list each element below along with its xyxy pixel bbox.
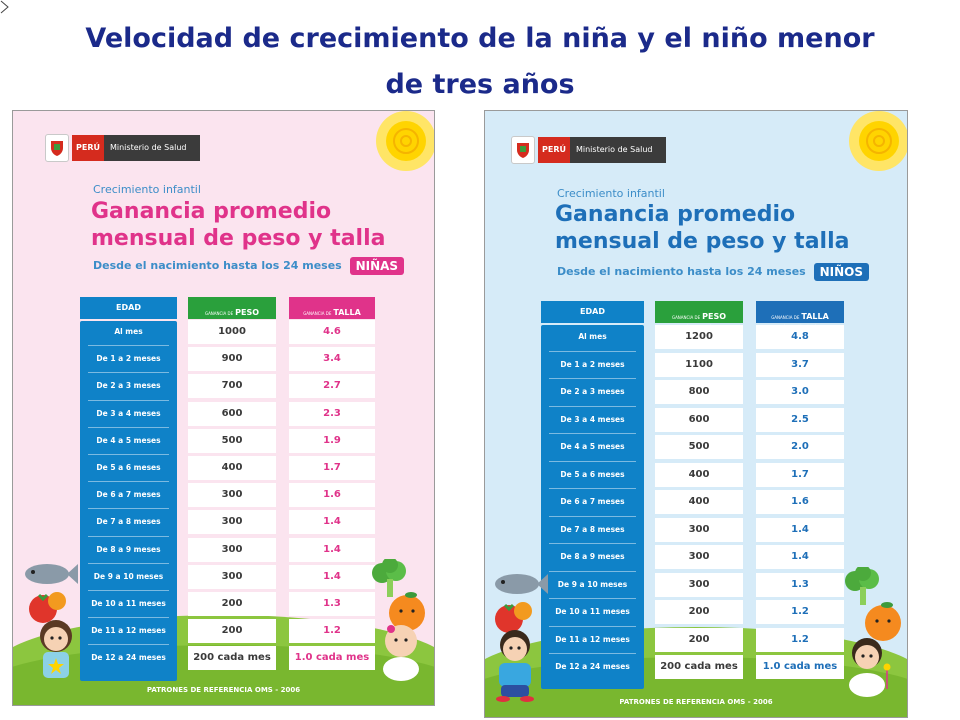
height-header-prefix: GANANCIA DE	[303, 311, 332, 316]
height-cell: 2.7	[289, 374, 375, 398]
age-cell: De 9 a 10 meses	[557, 579, 628, 589]
height-cell: 2.3	[289, 402, 375, 426]
weight-cell: 600	[655, 408, 743, 432]
age-divider	[88, 345, 169, 346]
height-cell: 3.7	[756, 353, 844, 377]
col-header-weight	[188, 297, 276, 319]
weight-cell: 500	[655, 435, 743, 459]
poster-girls	[12, 110, 435, 706]
age-divider	[88, 644, 169, 645]
height-header-label: TALLA	[801, 312, 829, 321]
weight-cell: 700	[188, 374, 276, 398]
headline-line-1: Ganancia promedio	[555, 202, 796, 227]
ministry-logo	[45, 133, 200, 163]
baby-character-icon	[841, 633, 897, 701]
height-cell: 1.4	[756, 518, 844, 542]
poster-footer: PATRONES DE REFERENCIA OMS - 2006	[619, 698, 773, 706]
age-cell: De 1 a 2 meses	[96, 354, 161, 364]
age-cell: De 2 a 3 meses	[96, 381, 161, 391]
age-divider	[88, 400, 169, 401]
height-cell: 1.0 cada mes	[289, 646, 375, 670]
age-divider	[549, 461, 636, 462]
poster-subtitle: Crecimiento infantil	[93, 183, 201, 196]
weight-cell: 400	[655, 463, 743, 487]
weight-cell: 200 cada mes	[655, 655, 743, 679]
age-cell: De 2 a 3 meses	[560, 387, 625, 396]
age-cell: Al mes	[578, 332, 607, 341]
height-cell: 1.6	[756, 490, 844, 514]
weight-cell: 300	[655, 573, 743, 597]
weight-cell: 400	[655, 490, 743, 514]
weight-cell: 200	[655, 600, 743, 624]
weight-header-prefix: GANANCIA DE	[204, 311, 234, 316]
headline-line-2: mensual de peso y talla	[555, 229, 850, 254]
gender-tag: NIÑOS	[814, 263, 869, 281]
weight-cell: 300	[655, 545, 743, 569]
age-divider	[549, 626, 636, 627]
weight-cell: 500	[188, 429, 276, 453]
age-cell: De 3 a 4 meses	[560, 414, 625, 424]
age-cell: De 6 a 7 meses	[560, 497, 625, 506]
height-cell: 1.4	[289, 510, 375, 534]
age-range	[93, 257, 404, 275]
age-cell: De 10 a 11 meses	[555, 607, 630, 616]
slide-title-line-2: de tres años	[385, 69, 575, 100]
age-divider	[549, 378, 636, 379]
weight-cell: 900	[188, 347, 276, 371]
height-cell: 2.0	[756, 435, 844, 459]
height-cell: 1.3	[289, 592, 375, 616]
height-cell: 1.7	[289, 456, 375, 480]
age-cell: De 4 a 5 meses	[560, 442, 625, 451]
fish-icon	[491, 569, 549, 599]
height-cell: 1.4	[289, 565, 375, 589]
weight-cell: 200	[655, 628, 743, 652]
age-divider	[549, 351, 636, 352]
weight-cell: 300	[655, 518, 743, 542]
col-header-age: EDAD	[80, 297, 177, 319]
weight-cell: 300	[188, 510, 276, 534]
age-divider	[549, 571, 636, 572]
weight-header-label: PESO	[235, 308, 260, 317]
baby-character-icon	[375, 621, 427, 683]
weight-cell: 600	[188, 402, 276, 426]
age-cell: De 7 a 8 meses	[96, 517, 161, 527]
height-cell: 1.4	[289, 538, 375, 562]
coat-of-arms-icon	[45, 134, 69, 162]
col-header-height	[756, 301, 844, 323]
age-divider	[88, 563, 169, 564]
col-header-age: EDAD	[541, 301, 644, 323]
weight-header-label: PESO	[702, 312, 727, 321]
weight-cell: 1100	[655, 353, 743, 377]
weight-cell: 1200	[655, 325, 743, 349]
age-divider	[88, 590, 169, 591]
slide-title-line-1: Velocidad de crecimiento de la niña y el niño menor	[85, 23, 875, 54]
logo-ministry: Ministerio de Salud	[104, 135, 201, 161]
poster-headline	[555, 201, 849, 255]
height-cell: 3.0	[756, 380, 844, 404]
fish-icon	[21, 559, 79, 589]
headline-line-1: Ganancia promedio	[91, 199, 332, 224]
weight-cell: 300	[188, 565, 276, 589]
height-cell: 1.3	[756, 573, 844, 597]
weight-cell: 300	[188, 483, 276, 507]
poster-boys	[484, 110, 908, 718]
age-range-text: Desde el nacimiento hasta los 24 meses	[557, 265, 806, 278]
age-cell: De 6 a 7 meses	[96, 490, 161, 500]
age-cell: De 7 a 8 meses	[560, 524, 625, 534]
height-header-label: TALLA	[333, 308, 361, 317]
age-cell: De 9 a 10 meses	[93, 571, 164, 581]
age-divider	[88, 372, 169, 373]
weight-cell: 200	[188, 619, 276, 643]
age-divider	[549, 516, 636, 517]
age-cell: De 8 a 9 meses	[560, 552, 625, 561]
height-cell: 1.0 cada mes	[756, 655, 844, 679]
age-divider	[88, 508, 169, 509]
height-cell: 1.6	[289, 483, 375, 507]
sun-icon	[368, 111, 435, 179]
poster-footer: PATRONES DE REFERENCIA OMS - 2006	[146, 686, 301, 694]
logo-country: PERÚ	[538, 137, 570, 163]
coat-of-arms-icon	[511, 136, 535, 164]
age-divider	[88, 427, 169, 428]
age-cell: De 11 a 12 meses	[555, 634, 630, 644]
sun-icon	[841, 111, 908, 179]
col-header-weight	[655, 301, 743, 323]
age-cell: Al mes	[114, 327, 143, 336]
slide-title	[40, 16, 920, 108]
logo-country: PERÚ	[72, 135, 104, 161]
age-cell: De 12 a 24 meses	[91, 653, 166, 663]
height-header-prefix: GANANCIA DE	[771, 315, 800, 320]
age-cell: De 3 a 4 meses	[96, 408, 161, 418]
age-divider	[88, 536, 169, 537]
age-divider	[549, 488, 636, 489]
height-cell: 3.4	[289, 347, 375, 371]
weight-cell: 800	[655, 380, 743, 404]
age-range	[557, 263, 869, 281]
age-cell: De 5 a 6 meses	[560, 469, 625, 479]
chevron-right-icon	[0, 0, 10, 14]
height-cell: 1.2	[756, 600, 844, 624]
ministry-logo	[511, 135, 666, 165]
boy-character-icon	[489, 627, 545, 703]
weight-cell: 1000	[188, 320, 276, 344]
col-header-height	[289, 297, 375, 319]
age-divider	[88, 617, 169, 618]
height-cell: 1.2	[756, 628, 844, 652]
height-cell: 4.8	[756, 325, 844, 349]
height-cell: 2.5	[756, 408, 844, 432]
gender-tag: NIÑAS	[350, 257, 404, 275]
age-range-text: Desde el nacimiento hasta los 24 meses	[93, 259, 342, 272]
age-cell: De 1 a 2 meses	[560, 359, 625, 369]
weight-header-prefix: GANANCIA DE	[671, 315, 701, 320]
age-divider	[88, 481, 169, 482]
height-cell: 1.9	[289, 429, 375, 453]
weight-cell: 200 cada mes	[188, 646, 276, 670]
age-cell: De 5 a 6 meses	[96, 463, 161, 472]
logo-ministry: Ministerio de Salud	[570, 137, 667, 163]
age-cell: De 4 a 5 meses	[96, 435, 161, 445]
age-divider	[549, 433, 636, 434]
age-divider	[88, 454, 169, 455]
weight-cell: 300	[188, 538, 276, 562]
age-divider	[549, 598, 636, 599]
poster-subtitle: Crecimiento infantil	[557, 187, 665, 200]
height-cell: 1.2	[289, 619, 375, 643]
age-cell: De 8 a 9 meses	[96, 544, 161, 554]
girl-character-icon	[31, 616, 81, 682]
age-cell: De 12 a 24 meses	[555, 662, 630, 671]
age-divider	[549, 406, 636, 407]
age-cell: De 11 a 12 meses	[91, 626, 166, 636]
height-cell: 1.7	[756, 463, 844, 487]
poster-headline	[91, 198, 385, 252]
headline-line-2: mensual de peso y talla	[91, 226, 386, 251]
age-cell: De 10 a 11 meses	[91, 599, 166, 608]
age-divider	[549, 543, 636, 544]
weight-cell: 400	[188, 456, 276, 480]
height-cell: 4.6	[289, 320, 375, 344]
age-divider	[549, 653, 636, 654]
height-cell: 1.4	[756, 545, 844, 569]
weight-cell: 200	[188, 592, 276, 616]
